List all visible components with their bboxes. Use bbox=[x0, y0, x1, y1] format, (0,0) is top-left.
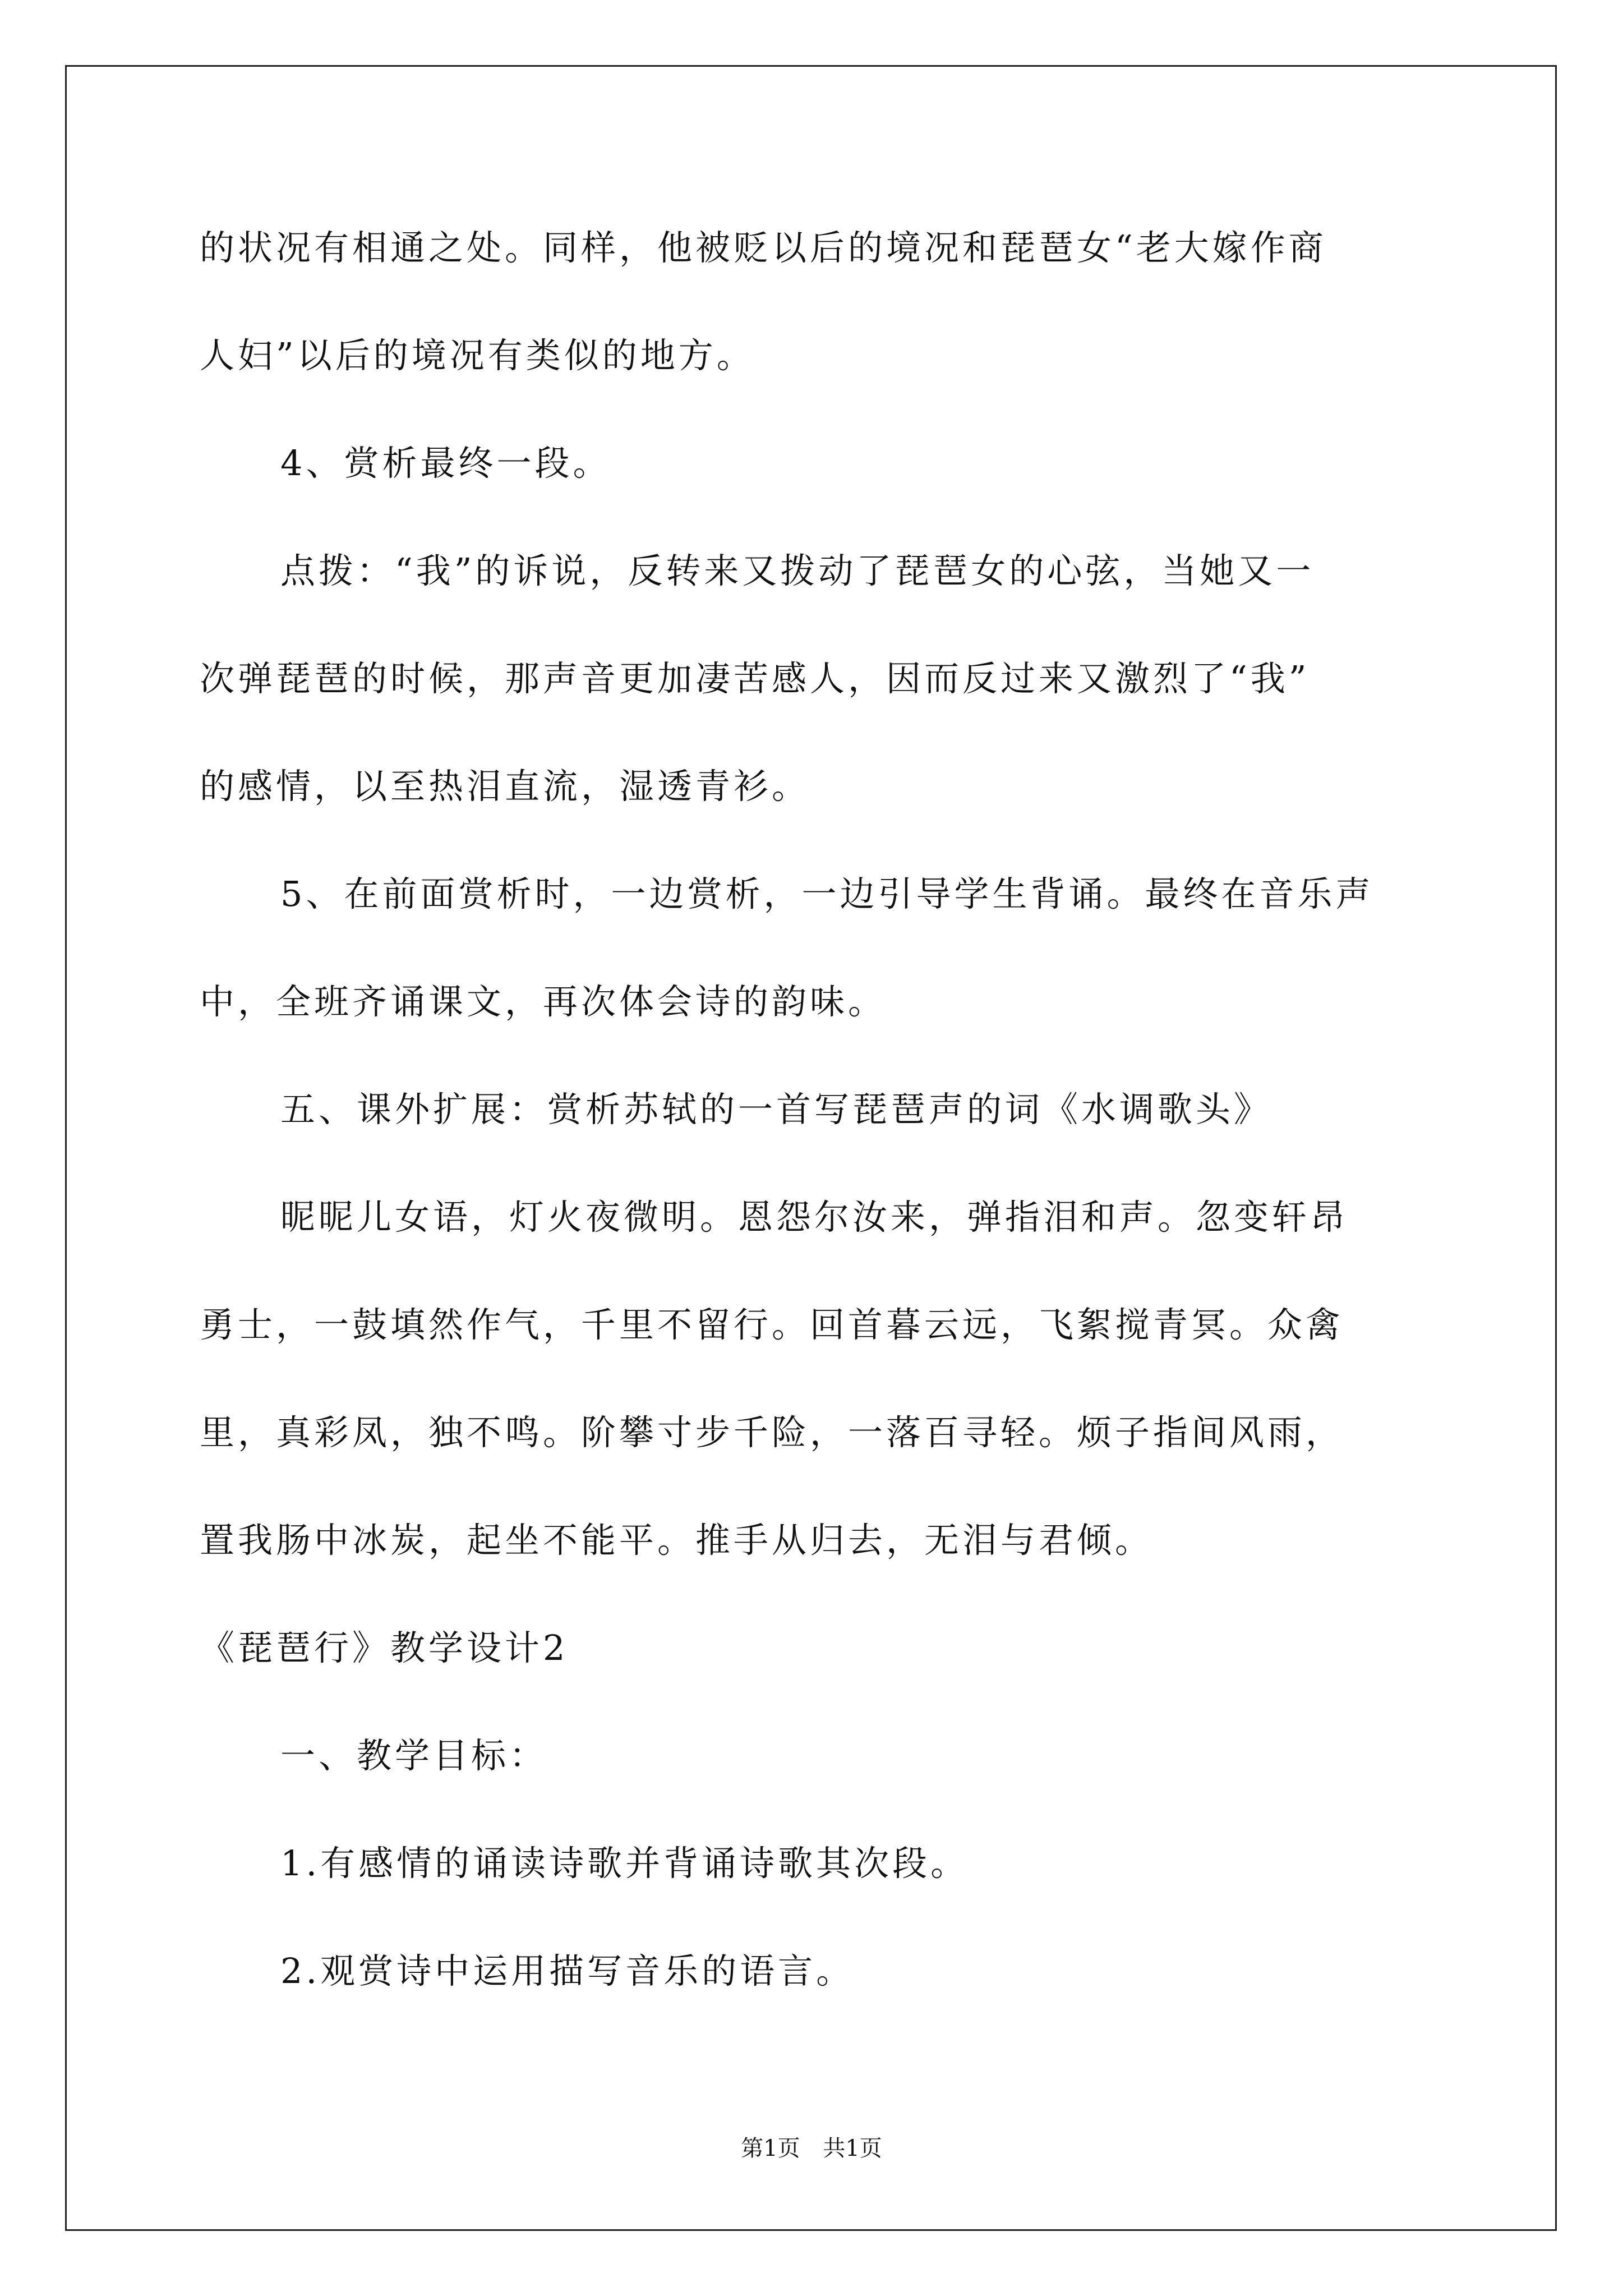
text-line: 一、教学目标： bbox=[280, 1735, 548, 1776]
text-line: 里，真彩凤，独不鸣。阶攀寸步千险，一落百寻轻。烦子指间风雨， bbox=[200, 1412, 1344, 1453]
text-line: 的状况有相通之处。同样，他被贬以后的境况和琵琶女“老大嫁作商 bbox=[200, 227, 1327, 268]
text-line: 5、在前面赏析时，一边赏析，一边引导学生背诵。最终在音乐声 bbox=[280, 873, 1374, 914]
page-border bbox=[65, 65, 1557, 2231]
page-footer bbox=[0, 2135, 1623, 2162]
text-line: 置我肠中冰炭，起坐不能平。推手从归去，无泪与君倾。 bbox=[200, 1520, 1154, 1561]
text-line: 2.观赏诗中运用描写音乐的语言。 bbox=[280, 1950, 855, 1991]
section-heading: 《琵琶行》教学设计2 bbox=[200, 1627, 569, 1668]
page-total: 共1页 bbox=[823, 2136, 882, 2161]
text-line: 点拨：“我”的诉说，反转来又拨动了琵琶女的心弦，当她又一 bbox=[280, 550, 1315, 591]
text-line: 中，全班齐诵课文，再次体会诗的韵味。 bbox=[200, 981, 887, 1022]
text-line: 1.有感情的诵读诗歌并背诵诗歌其次段。 bbox=[280, 1843, 969, 1884]
text-line: 人妇”以后的境况有类似的地方。 bbox=[200, 335, 755, 376]
text-line: 次弹琵琶的时候，那声音更加凄苦感人，因而反过来又激烈了“我” bbox=[200, 658, 1310, 699]
page-number: 第1页 bbox=[741, 2136, 800, 2161]
text-line: 勇士，一鼓填然作气，千里不留行。回首暮云远，飞絮搅青冥。众禽 bbox=[200, 1304, 1344, 1345]
text-line: 五、课外扩展：赏析苏轼的一首写琵琶声的词《水调歌头》 bbox=[280, 1089, 1272, 1130]
text-line: 的感情，以至热泪直流，湿透青衫。 bbox=[200, 766, 810, 807]
text-line: 昵昵儿女语，灯火夜微明。恩怨尔汝来，弹指泪和声。忽变轩昂 bbox=[280, 1197, 1349, 1237]
text-line: 4、赏析最终一段。 bbox=[280, 443, 611, 484]
